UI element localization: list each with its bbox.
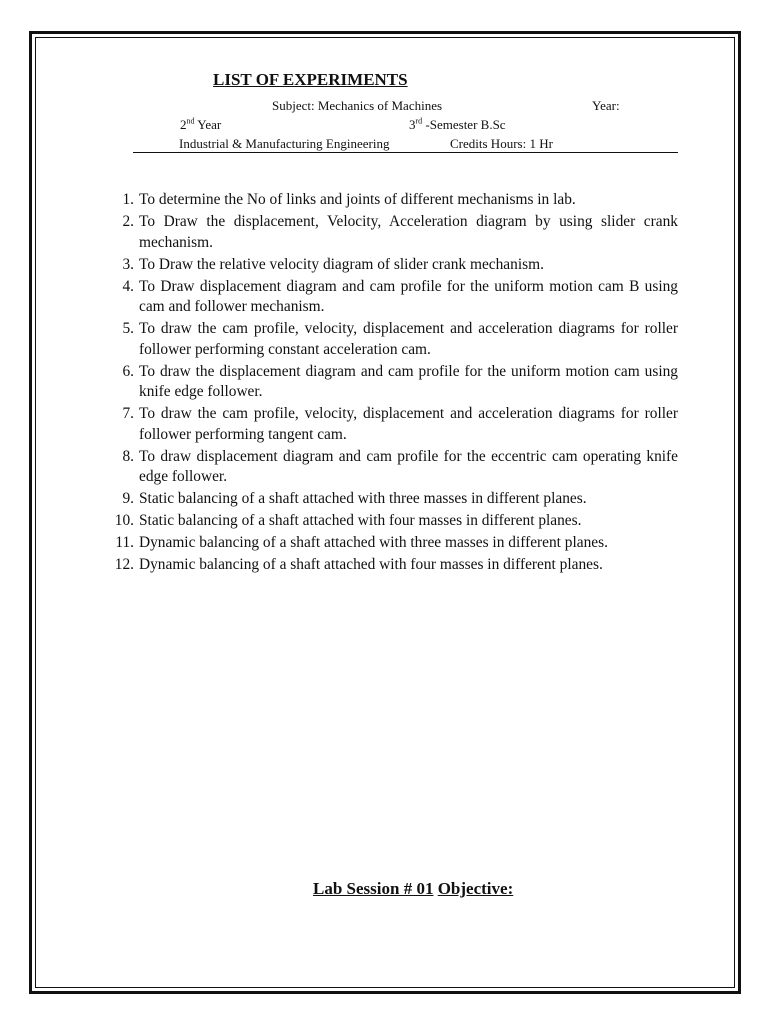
lab-session-heading [313, 878, 513, 900]
year-ordinal: nd [186, 116, 195, 126]
objective-label: Objective: [437, 879, 514, 898]
item-text: Dynamic balancing of a shaft attached with four masses in different planes. [139, 556, 603, 573]
item-number: 4. [122, 277, 134, 295]
item-text: To draw the cam profile, velocity, displacement and acceleration diagrams for roller follower performing tangent cam. [139, 405, 678, 443]
item-text: To draw the cam profile, velocity, displacement and acceleration diagrams for roller follower performing constant acceleration cam. [139, 320, 678, 358]
item-text: To draw displacement diagram and cam profile for the eccentric cam operating knife edge follower. [139, 447, 678, 485]
semester-ordinal: rd [415, 116, 423, 126]
list-item [104, 447, 678, 488]
list-item [104, 555, 678, 576]
item-text: Dynamic balancing of a shaft attached with three masses in different planes. [139, 534, 608, 551]
list-item [104, 489, 678, 510]
item-text: To Draw displacement diagram and cam profile for the uniform motion cam B using cam and follower mechanism. [139, 277, 678, 315]
list-item [104, 277, 678, 318]
experiment-list [104, 190, 678, 577]
list-item [104, 319, 678, 360]
semester-line [409, 117, 506, 133]
item-text: To determine the No of links and joints of different mechanisms in lab. [139, 191, 576, 208]
item-text: To draw the displacement diagram and cam profile for the uniform motion cam using knife edge follower. [139, 362, 678, 400]
semester-number: 3 [409, 117, 416, 132]
year-label: Year: [592, 98, 620, 113]
item-text: Static balancing of a shaft attached with four masses in different planes. [139, 512, 582, 529]
list-item [104, 255, 678, 276]
credits-line: Credits Hours: 1 Hr [450, 136, 553, 151]
item-text: Static balancing of a shaft attached with three masses in different planes. [139, 490, 587, 507]
item-number: 12. [114, 556, 134, 573]
subject-line: Subject: Mechanics of Machines [272, 98, 443, 113]
list-item [104, 511, 678, 532]
document-title: LIST OF EXPERIMENTS [213, 70, 408, 89]
list-item [104, 190, 678, 211]
semester-rest: -Semester B.Sc [422, 117, 506, 132]
item-number: 11. [115, 534, 134, 551]
item-number: 6. [122, 362, 134, 380]
item-number: 2. [122, 213, 134, 230]
item-number: 1. [122, 191, 134, 208]
item-number: 10. [114, 512, 134, 529]
item-number: 5. [122, 320, 134, 337]
item-text: To Draw the displacement, Velocity, Acceleration diagram by using slider crank mechanism. [139, 213, 678, 251]
lab-session-number: Lab Session # 01 [313, 879, 434, 898]
header-rule [133, 152, 678, 153]
item-number: 3. [122, 255, 134, 273]
department-line: Industrial & Manufacturing Engineering [179, 136, 390, 151]
item-number: 9. [122, 490, 134, 507]
item-number: 7. [122, 405, 134, 422]
item-number: 8. [122, 447, 134, 465]
list-item [104, 533, 678, 554]
list-item [104, 212, 678, 253]
year-number: 2 [180, 117, 187, 132]
list-item [104, 362, 678, 403]
year-word: Year [194, 117, 222, 132]
item-text: To Draw the relative velocity diagram of slider crank mechanism. [139, 255, 544, 273]
list-item [104, 404, 678, 445]
year-line [180, 117, 221, 133]
